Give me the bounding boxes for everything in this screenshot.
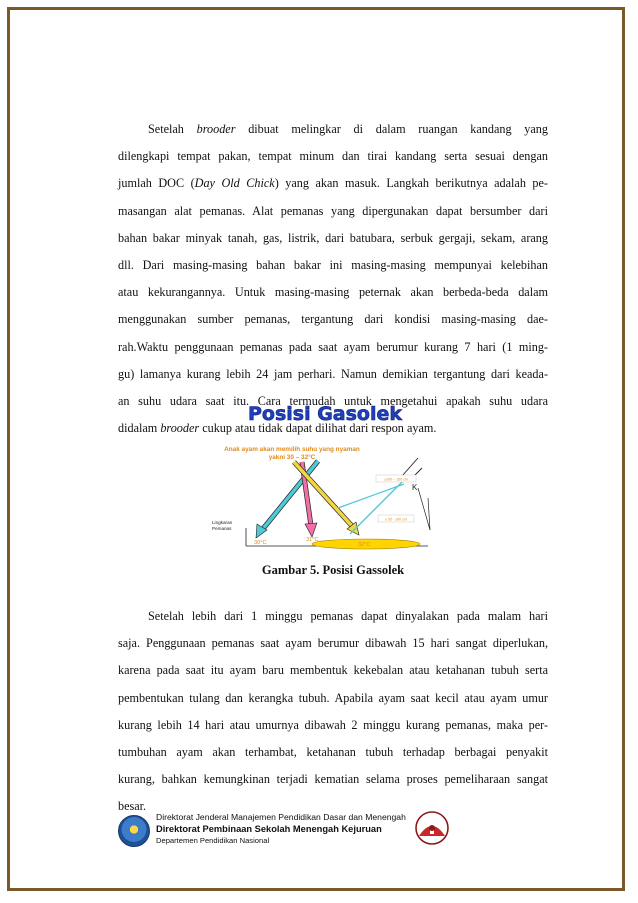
text-line bbox=[118, 198, 548, 225]
height-upper-label: ±100 – 150 cm bbox=[384, 477, 408, 482]
height-lower-label: ± 50 - 100 cm bbox=[385, 517, 407, 522]
footer-text bbox=[156, 812, 406, 846]
text-run: Setelah lebih dari 1 minggu pemanas dapat dinyalakan pada malam hari bbox=[148, 609, 548, 623]
arrow-pink-head bbox=[305, 523, 317, 537]
text-line bbox=[118, 739, 548, 766]
lamp-stand bbox=[418, 488, 430, 530]
text-run: ) yang akan masuk. Langkah berikutnya adalah pe- bbox=[274, 176, 548, 191]
italic-text: brooder bbox=[196, 122, 236, 136]
text-line bbox=[118, 361, 548, 388]
text-run: bahan bakar minyak tanah, gas, listrik, dari batubara, serbuk gergaji, sekam, arang bbox=[118, 230, 548, 245]
figure-note-line1: Anak ayam akan memilih suhu yang nyaman bbox=[224, 446, 360, 453]
text-run: atau kekurangannya. Untuk masing-masing peternak akan berbeda-beda dalam bbox=[118, 285, 548, 300]
text-run: an suhu udara saat itu. Cara termudah untuk mengetahui apakah suhu udara bbox=[118, 394, 548, 409]
text-run: kurang lebih 14 hari atau umurnya dibawah 2 minggu kurang pemanas, maka per- bbox=[118, 717, 548, 732]
text-line bbox=[118, 279, 548, 306]
label-pemanas: Pemanas bbox=[212, 526, 232, 531]
text-run: cukup atau tidak dapat dilihat dari respon ayam. bbox=[199, 421, 437, 436]
text-line bbox=[118, 712, 548, 739]
text-run: jumlah DOC ( bbox=[118, 176, 195, 191]
label-lingkaran: Lingkaran bbox=[212, 520, 233, 525]
text-run: rah.Waktu penggunaan pemanas pada saat ayam berumur kurang 7 hari (1 ming- bbox=[118, 339, 548, 354]
text-run: Setelah bbox=[148, 122, 197, 136]
text-line bbox=[118, 225, 548, 252]
footer-line-1: Direktorat Jenderal Manajemen Pendidikan Dasar dan Menengah bbox=[156, 812, 406, 822]
lamp-mark: K bbox=[412, 483, 418, 492]
lamp-hanger bbox=[402, 458, 418, 476]
text-line bbox=[118, 143, 548, 170]
text-run: dilengkapi tempat pakan, tempat minum dan tirai kandang serta sesuai dengan bbox=[118, 149, 548, 164]
text-run: saja. Penggunaan pemanas saat ayam berumur dibawah 15 hari sangat diperlukan, bbox=[118, 636, 548, 651]
text-line bbox=[118, 657, 548, 684]
text-line bbox=[118, 766, 548, 793]
italic-text: brooder bbox=[160, 421, 200, 436]
footer-line-2: Direktorat Pembinaan Sekolah Menengah Kejuruan bbox=[156, 824, 382, 834]
text-line bbox=[118, 685, 548, 712]
figure-caption: Gambar 5. Posisi Gassolek bbox=[261, 563, 405, 577]
text-run: karena pada saat itu ayam baru membentuk kekebalan atau ketahanan tubuh serta bbox=[118, 663, 548, 678]
temp-left: 30°C bbox=[254, 540, 267, 546]
text-line bbox=[118, 334, 548, 361]
figure-title: Posisi Gasolek bbox=[247, 403, 403, 425]
text-line bbox=[118, 630, 548, 657]
figure-note-line2: yakni 30 – 32°C bbox=[268, 454, 316, 461]
paragraph-2 bbox=[118, 603, 548, 821]
text-run: dll. Dari masing-masing bahan bakar ini masing-masing mempunyai kelebihan bbox=[118, 258, 548, 273]
text-line bbox=[118, 116, 548, 143]
text-run: kurang, bahkan kemungkinan terjadi kematian selama proses pemeliharaan sangat bbox=[118, 772, 548, 787]
temp-right: 32°C bbox=[358, 542, 371, 548]
text-run: besar. bbox=[118, 799, 147, 814]
smk-logo-icon bbox=[414, 810, 450, 846]
text-line bbox=[118, 306, 548, 333]
temp-mid: 31°C bbox=[306, 537, 319, 543]
text-run: menggunakan sumber pemanas, tergantung dari kondisi masing-masing dae- bbox=[118, 312, 548, 327]
heat-ray-2 bbox=[338, 484, 404, 508]
italic-text: Day Old Chick bbox=[194, 176, 275, 191]
heat-ray bbox=[350, 482, 402, 534]
footer-line-3: Departemen Pendidikan Nasional bbox=[156, 836, 270, 845]
text-run: pembentukan tulang dan kerangka tubuh. Apabila ayam saat kecil atau ayam umur bbox=[118, 690, 548, 705]
gasolek-diagram bbox=[190, 398, 460, 558]
text-run: tumbuhan ayam akan terhambat, ketahanan tubuh terhadap berbagai penyakit bbox=[118, 745, 548, 760]
text-run: gu) lamanya kurang lebih 24 jam perhari. Namun demikian tergantung dari keada- bbox=[118, 366, 548, 381]
arrow-yellow-fill bbox=[294, 462, 352, 526]
text-run: didalam bbox=[118, 421, 161, 436]
text-line bbox=[118, 252, 548, 279]
text-run: dibuat melingkar di dalam ruangan kandang yang bbox=[235, 122, 548, 136]
paragraph-1 bbox=[118, 116, 548, 442]
text-line bbox=[118, 170, 548, 197]
ministry-logo-icon bbox=[118, 815, 150, 847]
text-run: masangan alat pemanas. Alat pemanas yang dipergunakan dapat bersumber dari bbox=[118, 203, 548, 218]
text-line bbox=[118, 603, 548, 630]
